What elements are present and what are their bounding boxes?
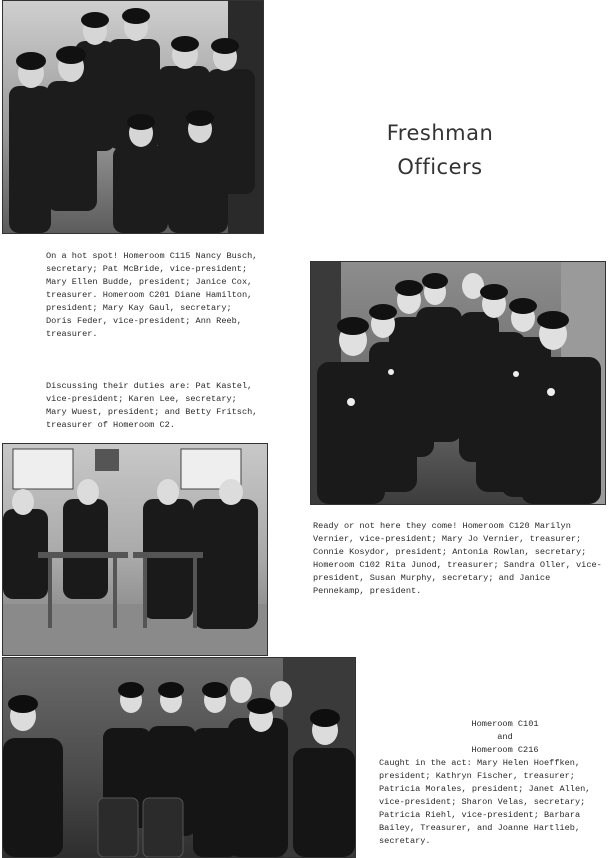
caption-c101-c216-heading	[440, 718, 570, 757]
photo-stairs-figures	[311, 262, 605, 504]
heading-homeroom-c216: Homeroom C216	[471, 745, 539, 755]
photo-group-figures	[3, 1, 263, 233]
caption-c2: Discussing their duties are: Pat Kastel, vice-president; Karen Lee, secretary; Mary Wuest, president; and Betty Fritsch, treasurer of Homeroom C2.	[46, 381, 258, 430]
title-line-1: Freshman	[386, 121, 494, 145]
caption-c120-c102: Ready or not here they come! Homeroom C120 Marilyn Vernier, vice-president; Mary Jo Vernier, treasurer; Connie Kosydor, president; Antonia Rowlan, secretary; Homeroom C102 Rita Junod, treasurer; Sandra Oller, vice-president, Susan Murphy, secretary; and Janice Pennekamp, president.	[313, 521, 602, 596]
title-line-2: Officers	[397, 155, 483, 179]
photo-bottom-group-figures	[3, 658, 355, 857]
photo-officers-c101-c216	[2, 657, 356, 858]
photo-officers-c115-c201	[2, 0, 264, 234]
heading-homeroom-c101: Homeroom C101	[471, 719, 539, 729]
caption-c115-c201: On a hot spot! Homeroom C115 Nancy Busch, secretary; Pat McBride, vice-president; Mary Ellen Budde, president; Janice Cox, treasurer. Homeroom C201 Diane Hamilton, president; Mary Kay Gaul, secretary; Doris Feder, vice-president; Ann Reeb, treasurer.	[46, 251, 258, 339]
photo-officers-c2	[2, 443, 268, 656]
heading-and: and	[497, 732, 513, 742]
photo-officers-c120-c102	[310, 261, 606, 505]
photo-classroom-figures	[3, 444, 267, 655]
page-title	[360, 116, 520, 184]
caption-c101-c216: Caught in the act: Mary Helen Hoeffken, president; Kathryn Fischer, treasurer; Patricia Morales, president; Janet Allen, vice-president; Sharon Velas, secretary; Patricia Riehl, vice-president; Barbara Bailey, Treasurer, and Joanne Hartlieb, secretary.	[379, 758, 591, 846]
